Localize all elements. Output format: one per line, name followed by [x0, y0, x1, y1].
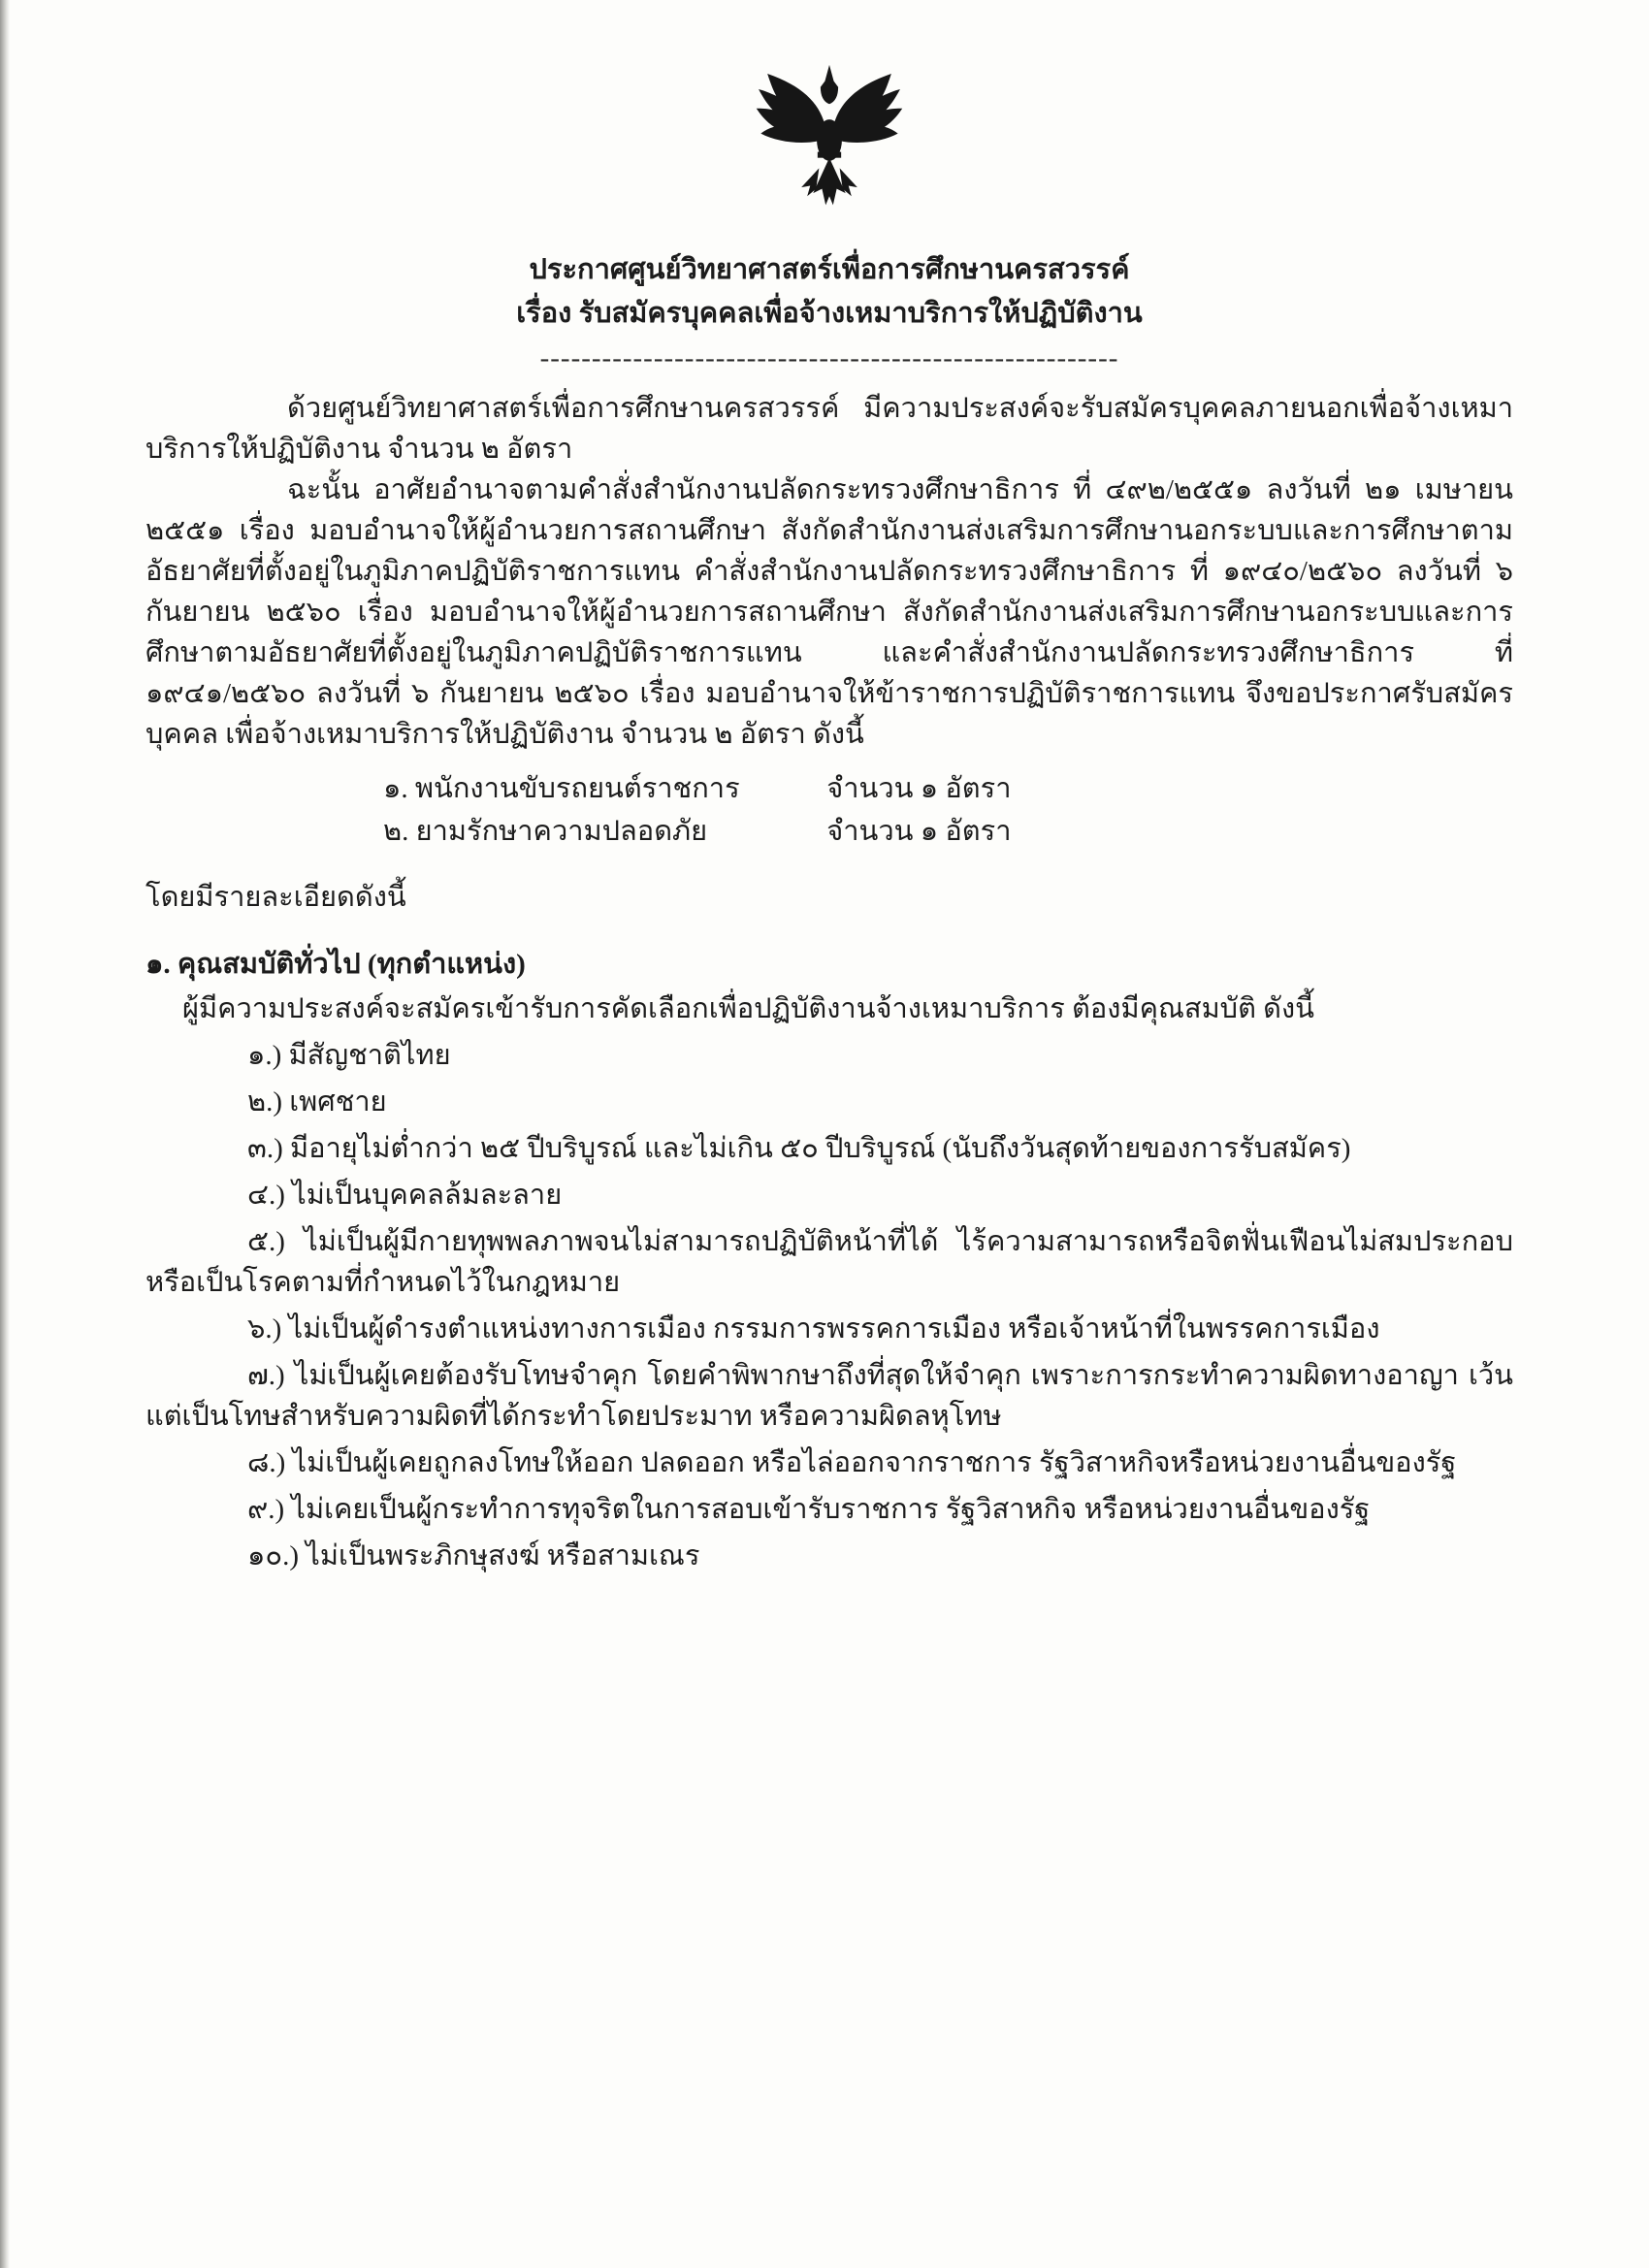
- position-row: [146, 768, 1513, 809]
- position-row: [146, 811, 1513, 852]
- details-lead: โดยมีรายละเอียดดังนี้: [146, 882, 406, 914]
- qualification-item: ๕.) ไม่เป็นผู้มีกายทุพพลภาพจนไม่สามารถปฏิบัติหน้าที่ได้ ไร้ความสามารถหรือจิตฟั่นเฟือนไม่สมประกอบ หรือเป็นโรคตามที่กำหนดไว้ในกฎหมาย: [146, 1225, 1513, 1298]
- section1-heading: ๑. คุณสมบัติทั่วไป (ทุกตำแหน่ง): [146, 948, 526, 980]
- scan-edge-shadow: [0, 0, 10, 2268]
- qualification-item: ๖.) ไม่เป็นผู้ดำรงตำแหน่งทางการเมือง กรรมการพรรคการเมือง หรือเจ้าหน้าที่ในพรรคการเมือง: [247, 1312, 1380, 1345]
- paragraph-authority: ฉะนั้น อาศัยอำนาจตามคำสั่งสำนักงานปลัดกระทรวงศึกษาธิการ ที่ ๔๙๒/๒๕๕๑ ลงวันที่ ๒๑ เมษายน ๒๕๕๑ เรื่อง มอบอำนาจให้ผู้อำนวยการสถานศึกษา สังกัดสำนักงานส่งเสริมการศึกษานอกระบบและการศึกษาตามอัธยาศัยที่ตั้งอยู่ในภูมิภาคปฏิบัติราชการแทน คำสั่งสำนักงานปลัดกระทรวงศึกษาธิการ ที่ ๑๙๔๐/๒๕๖๐ ลงวันที่ ๖ กันยายน ๒๕๖๐ เรื่อง มอบอำนาจให้ผู้อำนวยการสถานศึกษา สังกัดสำนักงานส่งเสริมการศึกษานอกระบบและการศึกษาตามอัธยาศัยที่ตั้งอยู่ในภูมิภาคปฏิบัติราชการแทน และคำสั่งสำนักงานปลัดกระทรวงศึกษาธิการ ที่ ๑๙๔๑/๒๕๖๐ ลงวันที่ ๖ กันยายน ๒๕๖๐ เรื่อง มอบอำนาจให้ข้าราชการปฏิบัติราชการแทน จึงขอประกาศรับสมัครบุคคล เพื่อจ้างเหมาบริการให้ปฏิบัติงาน จำนวน ๒ อัตรา ดังนี้: [146, 474, 1513, 751]
- qualification-item: ๙.) ไม่เคยเป็นผู้กระทำการทุจริตในการสอบเข้ารับราชการ รัฐวิสาหกิจ หรือหน่วยงานอื่นของรัฐ: [247, 1494, 1371, 1526]
- position-name: ๑. พนักงานขับรถยนต์ราชการ: [383, 773, 740, 805]
- document-title-line1: ประกาศศูนย์วิทยาศาสตร์เพื่อการศึกษานครสวรรค์: [529, 254, 1130, 286]
- position-name: ๒. ยามรักษาความปลอดภัย: [383, 816, 708, 848]
- document-title-line2: เรื่อง รับสมัครบุคคลเพื่อจ้างเหมาบริการให้ปฏิบัติงาน: [516, 297, 1143, 329]
- qualification-item: ๘.) ไม่เป็นผู้เคยถูกลงโทษให้ออก ปลดออก หรือไล่ออกจากราชการ รัฐวิสาหกิจหรือหน่วยงานอื่นของรัฐ: [247, 1447, 1457, 1479]
- qualification-item: ๑.) มีสัญชาติไทย: [247, 1039, 451, 1071]
- position-count: จำนวน ๑ อัตรา: [826, 773, 1012, 805]
- emblem-container: [146, 62, 1513, 239]
- qualification-item: ๒.) เพศชาย: [247, 1085, 387, 1118]
- garuda-emblem-icon: [756, 203, 903, 234]
- title-divider: --------------------------------------------------------: [539, 341, 1119, 373]
- qualification-item: ๑๐.) ไม่เป็นพระภิกษุสงฆ์ หรือสามเณร: [247, 1540, 700, 1572]
- paragraph-intro: ด้วยศูนย์วิทยาศาสตร์เพื่อการศึกษานครสวรรค์ มีความประสงค์จะรับสมัครบุคคลภายนอกเพื่อจ้างเหมาบริการให้ปฏิบัติงาน จำนวน ๒ อัตรา: [146, 392, 1513, 466]
- section1-intro: ผู้มีความประสงค์จะสมัครเข้ารับการคัดเลือกเพื่อปฏิบัติงานจ้างเหมาบริการ ต้องมีคุณสมบัติ ดังนี้: [182, 992, 1314, 1024]
- qualification-item: ๔.) ไม่เป็นบุคคลล้มละลาย: [247, 1179, 563, 1211]
- positions-list: [146, 768, 1513, 852]
- position-count: จำนวน ๑ อัตรา: [826, 816, 1012, 848]
- qualification-item: ๗.) ไม่เป็นผู้เคยต้องรับโทษจำคุก โดยคำพิพากษาถึงที่สุดให้จำคุก เพราะการกระทำความผิดทางอาญา เว้นแต่เป็นโทษสำหรับความผิดที่ได้กระทำโดยประมาท หรือความผิดลหุโทษ: [146, 1359, 1513, 1432]
- qualification-item: ๓.) มีอายุไม่ต่ำกว่า ๒๕ ปีบริบูรณ์ และไม่เกิน ๕๐ ปีบริบูรณ์ (นับถึงวันสุดท้ายของการรับสมัคร): [247, 1132, 1351, 1164]
